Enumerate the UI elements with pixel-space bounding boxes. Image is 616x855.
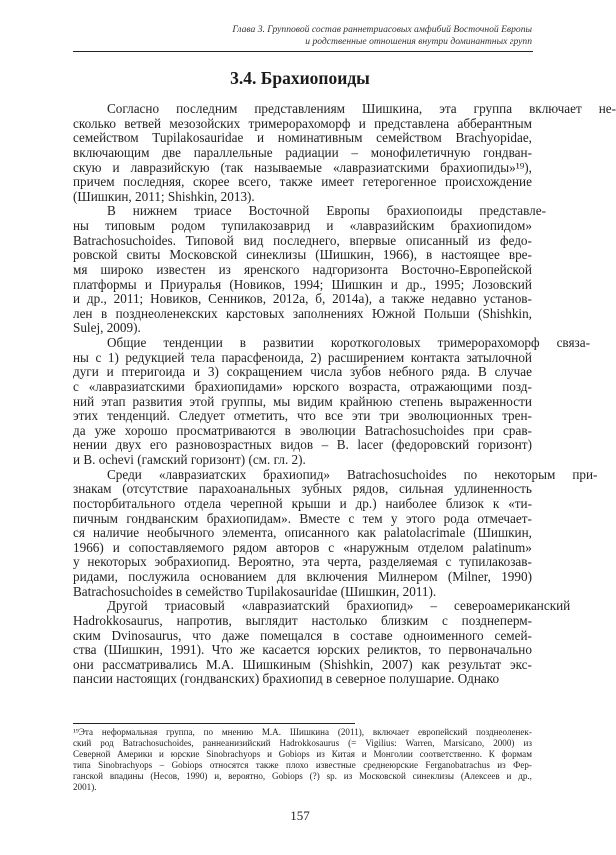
- running-header-line-2: и родственные отношения внутри доминантных групп: [305, 36, 532, 47]
- text-line: 1966) и сопоставляемого рядом авторов с «наружным отделом palatinum»: [73, 539, 532, 555]
- text-line: Согласно последним представлениям Шишкина, эта группа включает не-: [107, 101, 616, 116]
- text-line: нении двух его разновозрастных видов – B. lacer (федоровский горизонт): [73, 437, 532, 453]
- text-line: платформы и Приуралья (Новиков, 1994; Шишкин и др., 1995; Лозовский: [73, 276, 532, 292]
- text-line: пичным гондванским брахиопидам». Вместе с тем у этого рода отмечает-: [73, 510, 532, 526]
- text-line: и др., 2011; Новиков, Сенников, 2012а, б, 2014а), а также недавно установ-: [73, 291, 532, 307]
- text-line: ским Dvinosaurus, что даже помещался в составе одноименного семей-: [73, 627, 532, 643]
- text-line: причем последняя, скорее всего, также имеет гетерогенное происхождение: [73, 174, 532, 190]
- text-line: ны типовым родом тупилакозаврид и «лавразийским брахиопидом»: [73, 218, 532, 233]
- text-line: лен в позднеоленекских карстовых заполнениях Южной Польши (Shishkin,: [73, 305, 532, 321]
- text-line: Hadrokkosaurus, напротив, выглядит настолько близким с позднеперм-: [73, 612, 532, 628]
- text-line: и B. ochevi (гамский горизонт) (см. гл. 2).: [73, 452, 306, 467]
- footnote-rule: [73, 723, 355, 724]
- text-line: ридами, послужила основанием для включения Милнером (Milner, 1990): [73, 569, 532, 584]
- text-line: типа Sinobrachyops – Gobiops относятся также плохо известные среднеюрские Ferganobatrachus из Фер-: [73, 759, 532, 770]
- text-line: они рассматривались М.А. Шишкиным (Shishkin, 2007) как результат экс-: [73, 656, 532, 672]
- text-line: Другой триасовый «лавразиатский брахиопид» – североамериканский: [107, 598, 571, 614]
- text-line: Общие тенденции в развитии короткоголовых тримерорахоморф связа-: [107, 335, 590, 350]
- section-title: 3.4. Брахиопоиды: [230, 68, 370, 88]
- text-line: сколько ветвей мезозойских тримерорахоморф и представлена абберантным: [73, 115, 532, 131]
- text-line: включающим две параллельные радиации – монофилетичную гондван-: [73, 144, 532, 160]
- text-line: ¹⁹Эта неформальная группа, по мнению М.А. Шишкина (2011), включает европейский позднеоленек-: [73, 727, 532, 737]
- text-line: ний этап развития этой группы, мы видим крайнюю степень выраженности: [73, 393, 532, 409]
- text-line: с «лавразиатскими брахиопидами» юрского возраста, отражающими позд-: [73, 378, 532, 394]
- text-line: (Шишкин, 2011; Shishkin, 2013).: [73, 188, 255, 204]
- paragraph: [73, 598, 571, 687]
- body-text: [73, 101, 616, 687]
- text-line: знакам (отсутствие парахоанальных зубных рядов, сильная удлиненность: [73, 481, 532, 497]
- text-line: ства (Шишкин, 1991). Что же касается юрских реликтов, то первоначально: [73, 642, 532, 658]
- text-line: посторбитального отдела черепной крыши и др.) наиболее близок к «ти-: [73, 495, 532, 511]
- text-line: 2001).: [73, 781, 97, 792]
- text-line: ны с 1) редукцией тела парасфеноида, 2) расширением контакта затылочной: [73, 349, 532, 365]
- paragraph: [73, 101, 616, 204]
- text-line: семейством Tupilakosauridae и номинативным семейством Brachyopidae,: [73, 130, 532, 146]
- footnote: [73, 727, 532, 792]
- text-line: В нижнем триасе Восточной Европы брахиопоиды представле-: [107, 203, 546, 219]
- running-header: [74, 24, 532, 48]
- text-line: Sulej, 2009).: [73, 320, 141, 336]
- text-line: Северной Америки и юрские Sinobrachyops и Gobiops из Китая и Монголии соответственно. К формам: [73, 748, 532, 759]
- text-line: ровской свиты Московской синеклизы (Шишкин, 1966), в настоящее вре-: [73, 247, 532, 263]
- text-line: у некоторых эобрахиопид. Вероятно, эта черта, разделяемая с тупилакозав-: [73, 554, 532, 570]
- paragraph: [73, 203, 546, 336]
- text-line: Среди «лавразиатских брахиопид» Batrachosuchoides по некоторым при-: [107, 466, 598, 482]
- text-line: мя широко известен из яренского надгоризонта Восточно-Европейской: [73, 261, 532, 277]
- text-line: Batrachosuchoides в семейство Tupilakosauridae (Шишкин, 2011).: [73, 583, 437, 599]
- page-number: 157: [290, 808, 310, 823]
- text-line: этих тенденций. Следует отметить, что все эти три эволюционных трен-: [73, 408, 532, 424]
- text-line: да уже хорошо просматриваются в эволюции Batrachosuchoides при срав-: [73, 422, 532, 438]
- text-line: скую и лавразийскую (так называемые «лавразиатскими брахиопиды»¹⁹),: [73, 159, 532, 175]
- text-line: ский род Batrachosuchoides, раннеанизийский Hadrokkosaurus (= Vigilius: Warren, Marsicano, 2000) из: [73, 737, 532, 748]
- header-rule: [73, 51, 533, 52]
- paragraph: [73, 466, 598, 600]
- running-header-line-1: Глава 3. Групповой состав раннетриасовых амфибий Восточной Европы: [232, 24, 532, 35]
- text-line: дуги и птеригоида и 3) сокращением числа зубов небного ряда. В случае: [73, 364, 532, 380]
- paragraph: [73, 335, 590, 468]
- text-line: ганской впадины (Несов, 1990) и, вероятно, Gobiops (?) sp. из Московской синеклизы (Алексеев и др.,: [73, 770, 532, 781]
- text-line: пансии настоящих (гондванских) брахиопид в северное полушарие. Однако: [73, 671, 500, 687]
- text-line: Batrachosuchoides. Типовой вид последнего, впервые описанный из федо-: [73, 232, 532, 248]
- text-line: ся наличие необычного элемента, описанного как palatolacrimale (Шишкин,: [73, 525, 532, 541]
